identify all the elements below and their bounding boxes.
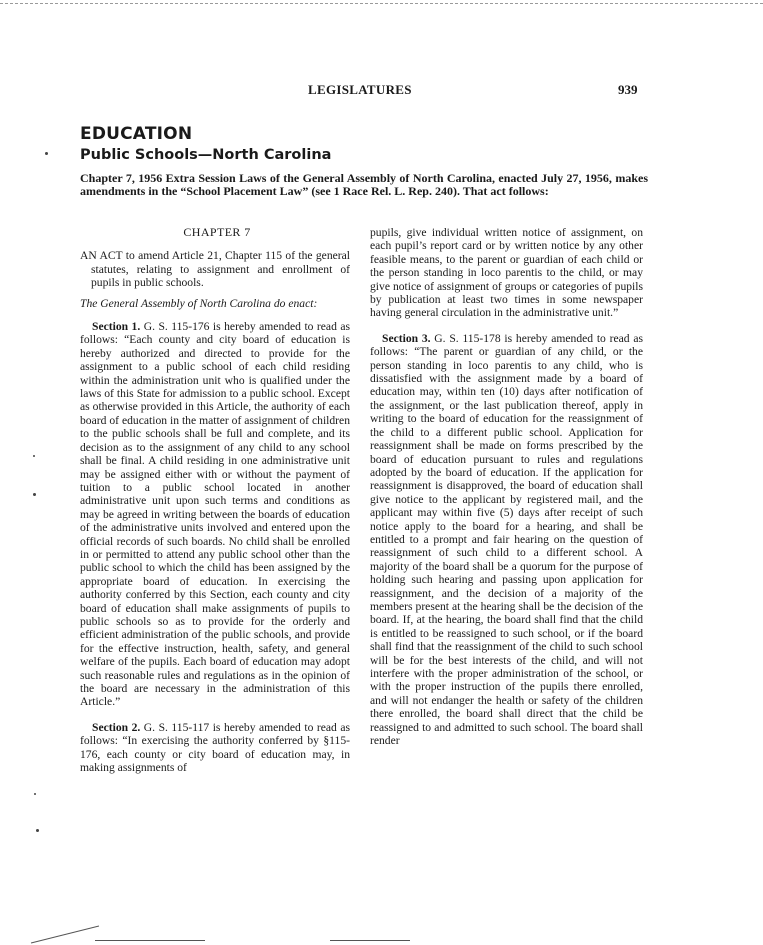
right-column — [370, 226, 643, 747]
scan-speck — [34, 793, 36, 795]
section-3-text: G. S. 115-178 is hereby amended to read as follows: “The parent or guardian of any child, or the person standing in loco parentis to any child, who is dissatisfied with the assignment made by a board of education may, within ten (10) days after notification of the assignment, or the last publication thereof, apply in writing to the board of education for the reassignment of the child to a different public school. Application for reassignment shall be made on forms prescribed by the board of education pursuant to rules and regulations adopted by the board of education. If the application for reassignment is disapproved, the board of education shall give notice to the applicant by registered mail, and the applicant may within five (5) days after receipt of such notice apply to the board for a hearing, and shall be entitled to a prompt and fair hearing on the question of reassignment of such child to a different school. A majority of the board shall be a quorum for the purpose of holding such hearing and passing upon application for reassignment, and the decision of a majority of the members present at the hearing shall be the decision of the board. If, at the hearing, the board shall find that the child is entitled to be reassigned to such school, or if the board shall find that the reassignment of the child to such school will be for the best interests of the child, and will not interfere with the proper administration of the school, or with the proper instruction of the pupils there enrolled, and will not endanger the health or safety of the children there enrolled, the board shall direct that the child be reassigned to and admitted to such school. The board shall render — [370, 331, 643, 748]
section-subtitle: Public Schools—North Carolina — [80, 147, 332, 163]
section-3-label: Section 3. — [382, 331, 431, 345]
page-number: 939 — [618, 82, 638, 97]
section-title: EDUCATION — [80, 124, 193, 144]
section-1-text: G. S. 115-176 is hereby amended to read as follows: “Each county and city board of education is hereby authorized and directed to provide for the assignment to a public school of each child residing within the administration unit who is qualified under the laws of this State for admission to a public school. Except as otherwise provided in this Article, the authority of each board of education in the matter of assignment of children to the public schools shall be full and complete, and its decision as to the assignment of any child to any school shall be final. A child residing in one administrative unit may be assigned either with or without the payment of tuition to a public school located in another administrative unit upon such terms and conditions as may be agreed in writing between the boards of education of the administrative units involved and entered upon the official records of such boards. No child shall be enrolled in or permitted to attend any public school other than the public school to which the child has been assigned by the appropriate board of education. In exercising the authority conferred by this Section, each county and city board of education shall make assignments of pupils to public schools so as to provide for the orderly and efficient administration of the public schools, and provide for the effective instruction, health, safety, and general welfare of the pupils. Each board of education may adopt such reasonable rules and regulations as in the opinion of the board are necessary in the administration of this Article.” — [80, 320, 350, 709]
left-column — [80, 226, 350, 774]
page-top-border — [0, 3, 763, 4]
section-1-paragraph — [80, 320, 350, 709]
scan-speck — [45, 152, 48, 155]
section-2-paragraph — [80, 721, 350, 775]
chapter-heading: CHAPTER 7 — [183, 225, 251, 239]
act-title: AN ACT to amend Article 21, Chapter 115 of the general statutes, relating to assignment and enrollment of pupils in public schools. — [80, 249, 350, 290]
section-2-label: Section 2. — [92, 720, 141, 734]
running-header: LEGISLATURES — [308, 82, 412, 97]
scan-speck — [36, 829, 39, 832]
continuation-paragraph: pupils, give individual written notice of assignment, on each pupil’s report card or by written notice by any other feasible means, to the parent or guardian of each child or the person standing in loco parentis to the child, or may give notice of assignment of groups or categories of pupils by publication at least two times in some newspaper having general circulation in the administrative unit.” — [370, 226, 643, 320]
scan-speck — [33, 493, 36, 496]
section-3-paragraph — [370, 332, 643, 748]
bottom-scan-line — [95, 940, 205, 941]
section-2-text: G. S. 115-117 is hereby amended to read as follows: “In exercising the authority conferred by §115-176, each county or city board of education may, in making assignments of — [80, 720, 350, 775]
bottom-scan-line — [330, 940, 410, 941]
enacting-clause: The General Assembly of North Carolina do enact: — [80, 296, 318, 310]
section-1-label: Section 1. — [92, 320, 141, 334]
bottom-scan-line — [31, 926, 99, 944]
intro-paragraph: Chapter 7, 1956 Extra Session Laws of the General Assembly of North Carolina, enacted July 27, 1956, makes amendments in the “School Placement Law” (see 1 Race Rel. L. Rep. 240). That act follows: — [80, 171, 648, 199]
scan-speck — [33, 455, 35, 457]
